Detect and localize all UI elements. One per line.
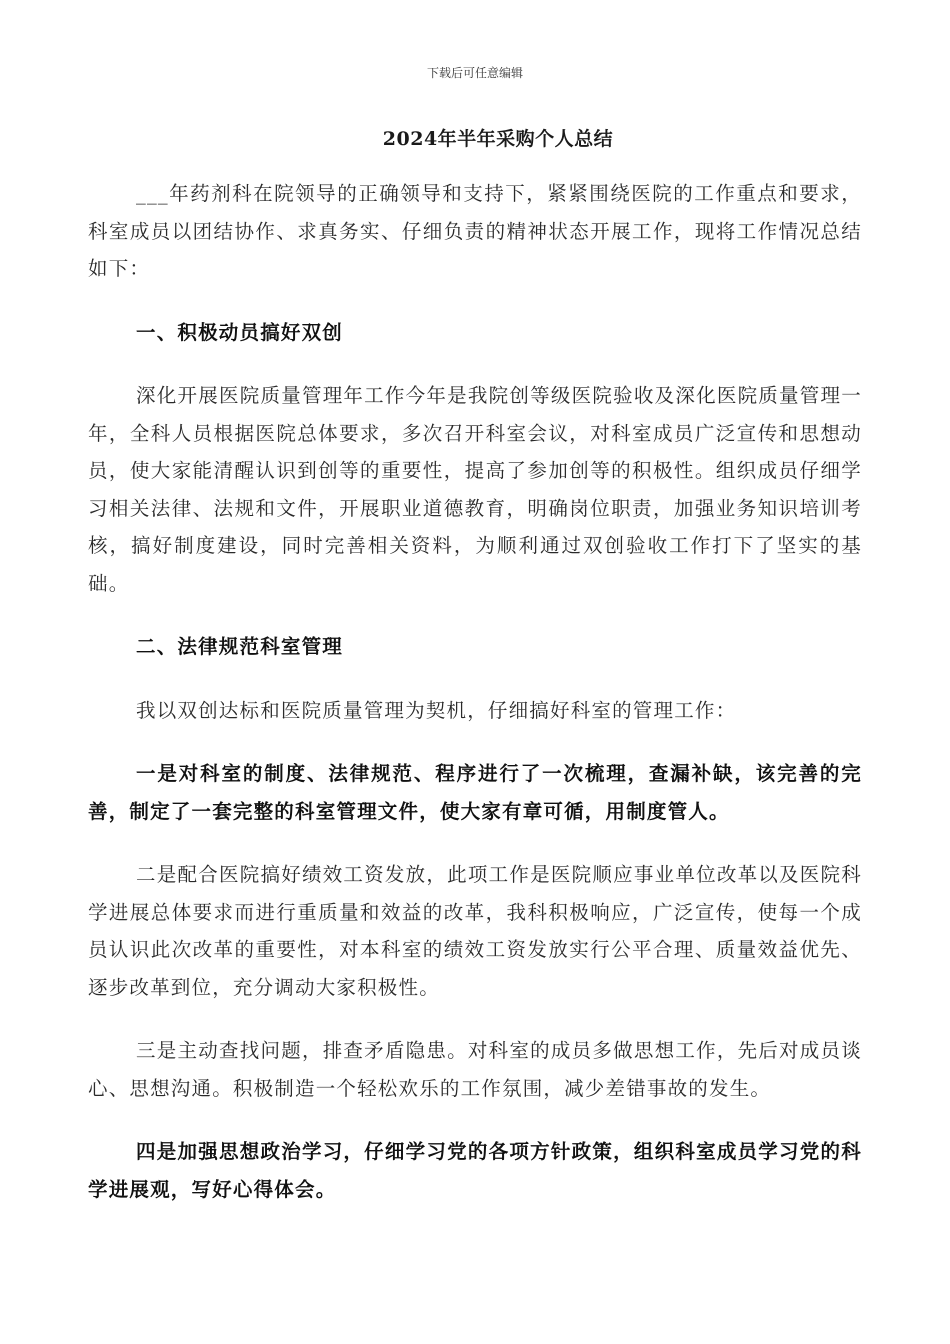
section-heading-2: 二、法律规范科室管理 — [136, 635, 344, 658]
point-2-paragraph: 二是配合医院搞好绩效工资发放，此项工作是医院顺应事业单位改革以及医院科学进展总体要求而进行重质量和效益的改革，我科积极响应，广泛宣传，使每一个成员认识此次改革的重要性，对本科室的绩效工资发放实行公平合理、质量效益优先、逐步改革到位，充分调动大家积极性。 — [88, 863, 862, 999]
section-1-paragraph: 深化开展医院质量管理年工作今年是我院创等级医院验收及深化医院质量管理一年，全科人员根据医院总体要求，多次召开科室会议，对科室成员广泛宣传和思想动员，使大家能清醒认识到创等的重要性，提高了参加创等的积极性。组织成员仔细学习相关法律、法规和文件，开展职业道德教育，明确岗位职责，加强业务知识培训考核，搞好制度建设，同时完善相关资料，为顺利通过双创验收工作打下了坚实的基础。 — [88, 384, 862, 595]
document-title: 2024年半年采购个人总结 — [382, 128, 614, 150]
intro-paragraph: ___年药剂科在院领导的正确领导和支持下，紧紧围绕医院的工作重点和要求，科室成员以团结协作、求真务实、仔细负责的精神状态开展工作，现将工作情况总结如下： — [88, 182, 862, 280]
point-1-paragraph: 一是对科室的制度、法律规范、程序进行了一次梳理，查漏补缺，该完善的完善，制定了一套完整的科室管理文件，使大家有章可循，用制度管人。 — [88, 762, 862, 823]
header-note: 下载后可任意编辑 — [426, 66, 523, 80]
point-4-paragraph: 四是加强思想政治学习，仔细学习党的各项方针政策，组织科室成员学习党的科学进展观，写好心得体会。 — [88, 1140, 862, 1201]
section-heading-1: 一、积极动员搞好双创 — [136, 320, 344, 344]
section-2-intro: 我以双创达标和医院质量管理为契机，仔细搞好科室的管理工作： — [136, 698, 737, 722]
point-3-paragraph: 三是主动查找问题，排查矛盾隐患。对科室的成员多做思想工作，先后对成员谈心、思想沟通。积极制造一个轻松欢乐的工作氛围，减少差错事故的发生。 — [88, 1039, 862, 1100]
document-body — [88, 175, 862, 1208]
